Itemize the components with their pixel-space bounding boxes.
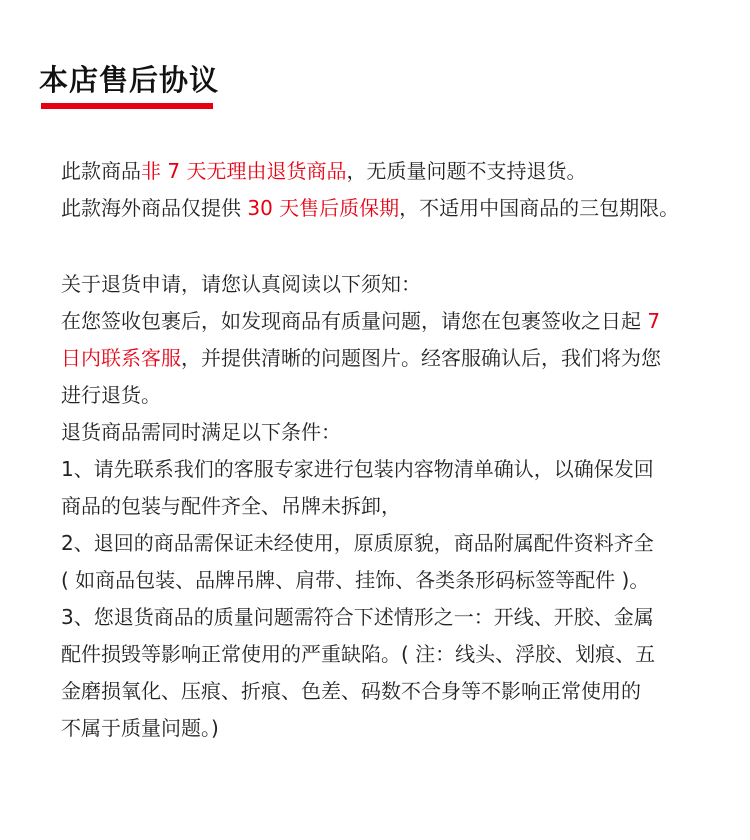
apply-line-3: 日内联系客服，并提供清晰的问题图片。经客服确认后，我们将为您	[61, 346, 661, 370]
condition-line: 1、请先联系我们的客服专家进行包装内容物清单确认，以确保发回	[61, 457, 654, 481]
condition-line: ( 如商品包装、品牌吊牌、肩带、挂饰、各类条形码标签等配件 )。	[61, 568, 650, 592]
highlight-7: 7	[647, 309, 661, 333]
condition-line: 配件损毁等影响正常使用的严重缺陷。( 注：线头、浮胶、划痕、五	[61, 642, 656, 666]
condition-line: 不属于质量问题。)	[61, 716, 219, 740]
notice-line-1: 此款商品非 7 天无理由退货商品，无质量问题不支持退货。	[61, 159, 587, 183]
apply-line-1: 关于退货申请，请您认真阅读以下须知：	[61, 272, 421, 296]
paragraph-gap	[61, 227, 741, 266]
condition-line: 金磨损氧化、压痕、折痕、色差、码数不合身等不影响正常使用的	[61, 679, 641, 703]
highlight-contact-service: 日内联系客服	[61, 346, 181, 370]
highlight-warranty-period: 30 天售后质保期	[247, 196, 400, 220]
conditions-intro: 退货商品需同时满足以下条件：	[61, 420, 341, 444]
condition-line: 2、退回的商品需保证未经使用，原质原貌，商品附属配件资料齐全	[61, 531, 654, 555]
condition-line: 商品的包装与配件齐全、吊牌未拆卸，	[61, 494, 401, 518]
agreement-body	[61, 153, 741, 747]
notice-line-2: 此款海外商品仅提供 30 天售后质保期，不适用中国商品的三包期限。	[61, 196, 680, 220]
apply-line-4: 进行退货。	[61, 383, 161, 407]
highlight-no-7day-return: 非 7 天无理由退货商品	[141, 159, 347, 183]
title-underline	[41, 103, 213, 109]
page-title: 本店售后协议	[39, 63, 220, 97]
apply-line-2: 在您签收包裹后，如发现商品有质量问题，请您在包裹签收之日起 7	[61, 309, 661, 333]
condition-line: 3、您退货商品的质量问题需符合下述情形之一：开线、开胶、金属	[61, 605, 654, 629]
